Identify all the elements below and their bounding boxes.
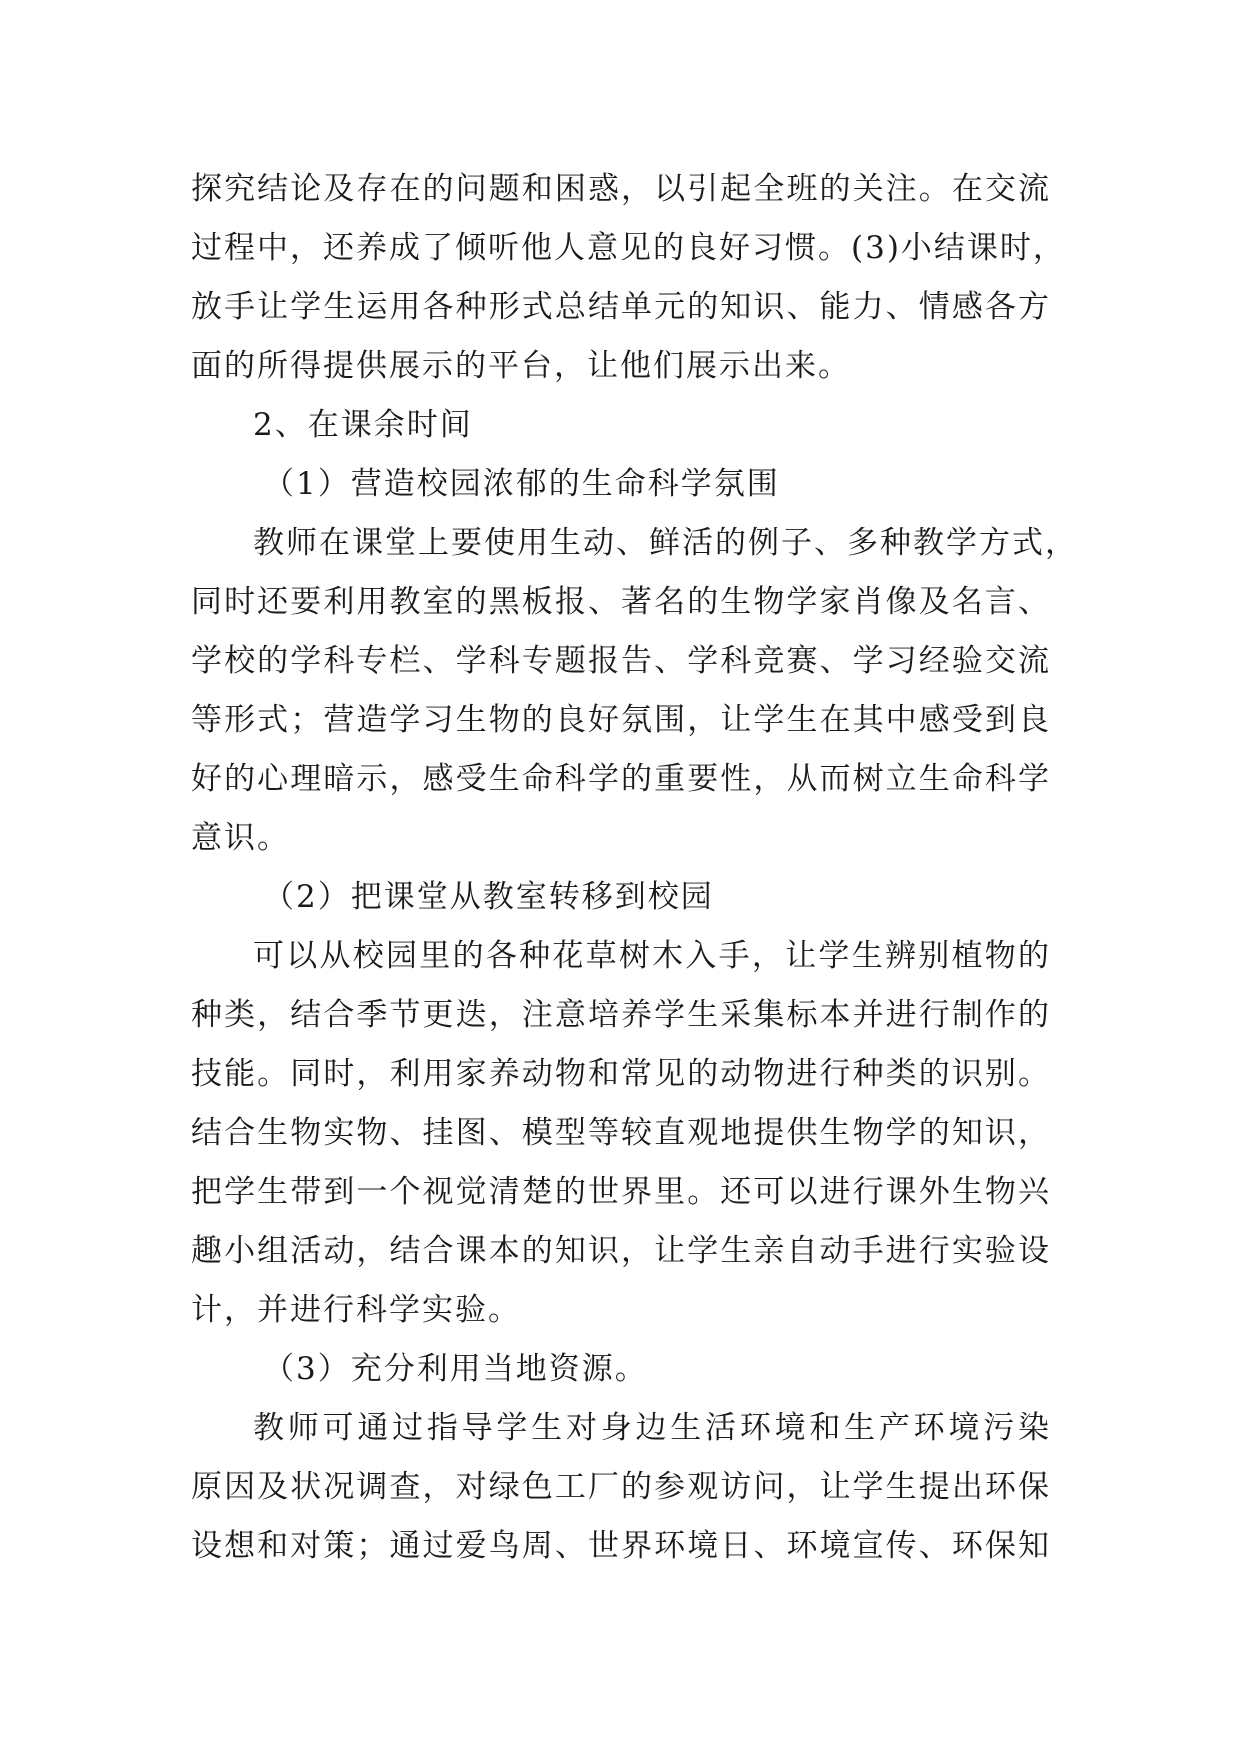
paragraph-line: 结合生物实物、挂图、模型等较直观地提供生物学的知识， [191, 1115, 1051, 1151]
subsection-heading: （2）把课堂从教室转移到校园 [263, 879, 714, 915]
paragraph-line: 技能。同时，利用家养动物和常见的动物进行种类的识别。 [191, 1056, 1051, 1092]
paragraph-line: 种类，结合季节更迭，注意培养学生采集标本并进行制作的 [191, 997, 1051, 1033]
paragraph-line: 趣小组活动，结合课本的知识，让学生亲自动手进行实验设 [191, 1233, 1051, 1269]
subsection-heading: （3）充分利用当地资源。 [263, 1351, 648, 1387]
paragraph-line: 同时还要利用教室的黑板报、著名的生物学家肖像及名言、 [191, 584, 1051, 620]
subsection-heading: （1）营造校园浓郁的生命科学氛围 [263, 466, 780, 502]
paragraph-line: 等形式；营造学习生物的良好氛围，让学生在其中感受到良 [191, 702, 1051, 738]
paragraph-line: 学校的学科专栏、学科专题报告、学科竞赛、学习经验交流 [191, 643, 1051, 679]
paragraph-line: 意识。 [191, 820, 290, 856]
paragraph-line: 把学生带到一个视觉清楚的世界里。还可以进行课外生物兴 [191, 1174, 1051, 1210]
paragraph-line: 好的心理暗示，感受生命科学的重要性，从而树立生命科学 [191, 761, 1051, 797]
paragraph-line: 教师在课堂上要使用生动、鲜活的例子、多种教学方式， [253, 525, 1078, 561]
paragraph-line: 可以从校园里的各种花草树木入手，让学生辨别植物的 [253, 938, 1051, 974]
section-heading: 2、在课余时间 [253, 407, 473, 443]
paragraph-line: 过程中，还养成了倾听他人意见的良好习惯。(3)小结课时， [191, 230, 1066, 266]
paragraph-line: 放手让学生运用各种形式总结单元的知识、能力、情感各方 [191, 289, 1051, 325]
paragraph-line: 面的所得提供展示的平台，让他们展示出来。 [191, 348, 851, 384]
document-page [191, 160, 1078, 1576]
paragraph-line: 探究结论及存在的问题和困惑，以引起全班的关注。在交流 [191, 171, 1051, 207]
paragraph-line: 设想和对策；通过爱鸟周、世界环境日、环境宣传、环保知 [191, 1528, 1051, 1564]
paragraph-line: 教师可通过指导学生对身边生活环境和生产环境污染 [253, 1410, 1051, 1446]
paragraph-line: 原因及状况调查，对绿色工厂的参观访问，让学生提出环保 [191, 1469, 1051, 1505]
paragraph-line: 计，并进行科学实验。 [191, 1292, 521, 1328]
